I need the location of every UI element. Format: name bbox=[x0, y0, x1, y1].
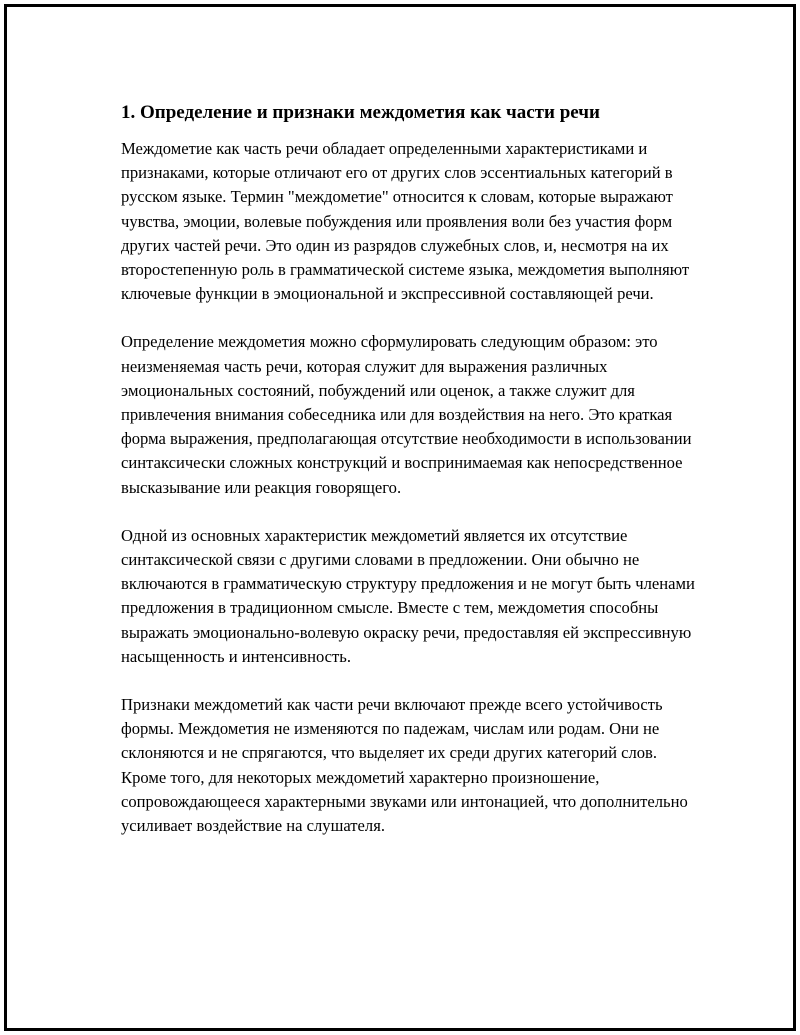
section-heading: 1. Определение и признаки междометия как части речи bbox=[121, 102, 600, 123]
paragraph-2: Определение междометия можно сформулировать следующим образом: это неизменяемая часть речи, которая служит для выражения различных эмоциональных состояний, побуждений или оценок, а также служит для привлечения внимания собеседника или для воздействия на него. Это краткая форма выражения, предполагающая отсутствие необходимости в использовании синтаксически сложных конструкций и воспринимаемая как непосредственное высказывание или реакция говорящего. bbox=[121, 332, 692, 497]
document-content bbox=[121, 101, 701, 862]
document-page bbox=[4, 4, 796, 1031]
paragraph-3: Одной из основных характеристик междометий является их отсутствие синтаксической связи с другими словами в предложении. Они обычно не включаются в грамматическую структуру предложения и не могут быть членами предложения в традиционном смысле. Вместе с тем, междометия способны выражать эмоционально-волевую окраску речи, предоставляя ей экспрессивную насыщенность и интенсивность. bbox=[121, 525, 695, 666]
paragraph-4: Признаки междометий как части речи включают прежде всего устойчивость формы. Междометия не изменяются по падежам, числам или родам. Они не склоняются и не спрягаются, что выделяет их среди других категорий слов. Кроме того, для некоторых междометий характерно произношение, сопровождающееся характерными звуками или интонацией, что дополнительно усиливает воздействие на слушателя. bbox=[121, 695, 688, 836]
paragraph-1: Междометие как часть речи обладает определенными характеристиками и признаками, которые отличают его от других слов эссентиальных категорий в русском языке. Термин "междометие" относится к словам, которые выражают чувства, эмоции, волевые побуждения или проявления воли без участия форм других частей речи. Это один из разрядов служебных слов, и, несмотря на их второстепенную роль в грамматической системе языка, междометия выполняют ключевые функции в эмоциональной и экспрессивной составляющей речи. bbox=[121, 139, 690, 304]
